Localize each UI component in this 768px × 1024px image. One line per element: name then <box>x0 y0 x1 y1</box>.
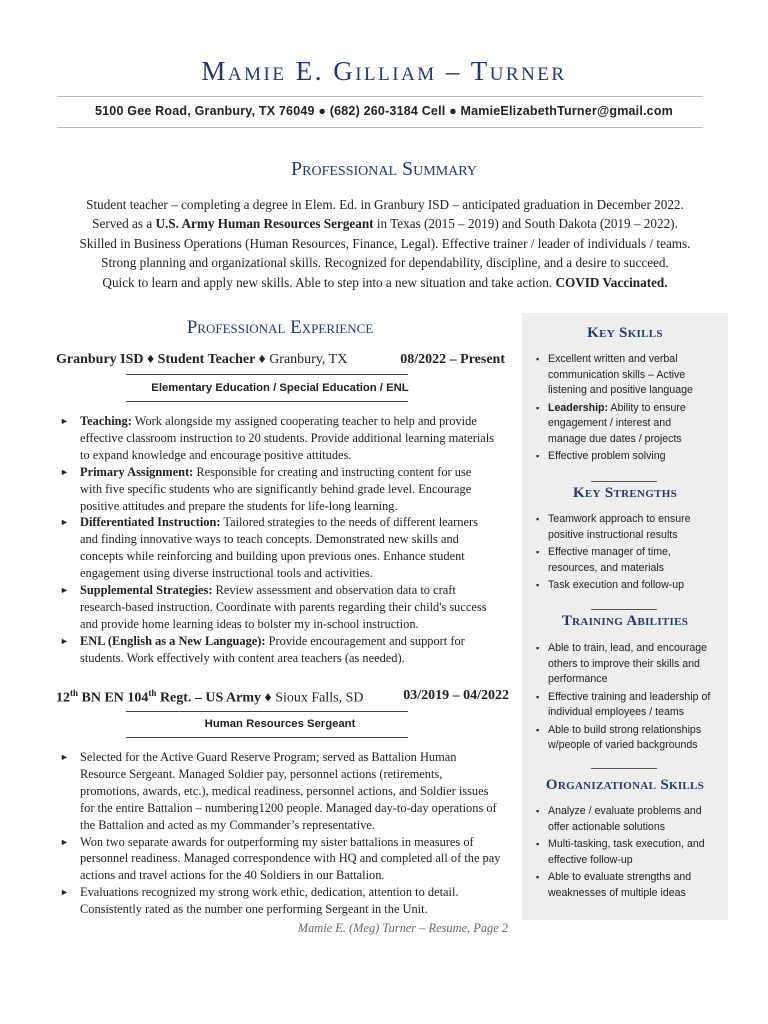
list-item <box>522 723 712 754</box>
summary-block <box>40 195 730 292</box>
job2-ordinal: th <box>70 688 79 698</box>
job2-unit: BN EN 104 <box>78 690 149 706</box>
summary-line: Student teacher – completing a degree in Elem. Ed. in Granbury ISD – anticipated graduation in December 2022. <box>86 197 684 212</box>
bullet-text: Teamwork approach to ensure positive instructional results <box>548 513 691 541</box>
square-bullet-icon: ▪ <box>536 402 540 413</box>
job1-dates: 08/2022 – Present <box>400 352 505 367</box>
bullet-text: Ability to ensure engagement / interest and manage due dates / projects <box>548 401 686 445</box>
job2-bullets <box>56 749 504 918</box>
list-item <box>56 749 504 834</box>
bullet-label: ENL (English as a New Language): <box>80 633 266 648</box>
bullet-text: Analyze / evaluate problems and offer actionable solutions <box>548 805 702 833</box>
arrow-bullet-icon: ► <box>60 585 69 596</box>
list-item <box>522 449 712 465</box>
list-item <box>56 514 496 582</box>
organizational-skills-title: Organizational Skills <box>545 777 705 793</box>
arrow-bullet-icon: ► <box>60 635 69 646</box>
square-bullet-icon: ▪ <box>536 839 540 849</box>
bullet-label: Supplemental Strategies: <box>80 583 213 598</box>
summary-title: Professional Summary <box>291 158 477 180</box>
bullet-text: Effective manager of time, resources, and materials <box>548 546 671 574</box>
job2-header <box>56 688 364 707</box>
candidate-name: Mamie E. Gilliam – Turner <box>201 56 567 86</box>
list-item <box>522 690 712 721</box>
square-bullet-icon: ▪ <box>536 691 540 702</box>
square-bullet-icon: ▪ <box>536 580 540 590</box>
square-bullet-icon: ▪ <box>536 514 540 524</box>
bullet-text: Able to build strong relationships w/people of varied backgrounds <box>548 723 702 751</box>
summary-line: Skilled in Business Operations (Human Resources, Finance, Legal). Effective trainer / leader of individuals / teams. <box>79 235 691 251</box>
list-item <box>522 578 712 594</box>
square-bullet-icon: ▪ <box>536 872 540 882</box>
list-item <box>522 641 712 688</box>
job1-location: Granbury, TX <box>265 352 348 367</box>
arrow-bullet-icon: ► <box>60 887 69 898</box>
bullet-text: Excellent written and verbal communication skills – Active listening and positive language <box>548 353 693 396</box>
bullet-text: Work alongside my assigned cooperating teacher to help and provide effective classroom instruction to 20 students. Provide additional learning materials to expand knowledge and encourage positive attitudes. <box>80 414 495 462</box>
key-skills-list <box>522 352 712 467</box>
job1-header <box>56 352 347 368</box>
arrow-bullet-icon: ► <box>60 466 69 477</box>
bullet-text: Provide encouragement and support for students. Work effectively with content area teachers (as needed). <box>80 633 465 665</box>
header-top-divider <box>58 96 702 97</box>
list-item <box>56 834 504 885</box>
bullet-text: Task execution and follow-up <box>548 579 685 591</box>
contact-line: 5100 Gee Road, Granbury, TX 76049 ● (682) 260-3184 Cell ● MamieElizabethTurner@gmail.com <box>95 104 673 118</box>
job2-ordinal: th <box>148 688 157 698</box>
list-item <box>56 582 496 633</box>
list-item <box>522 352 712 399</box>
key-strengths-list <box>522 512 712 596</box>
list-item <box>56 464 496 515</box>
summary-line: Strong planning and organizational skills. Recognized for dependability, discipline, and a desire to succeed. <box>101 255 669 271</box>
summary-highlight: COVID Vaccinated. <box>555 274 668 290</box>
bullet-text: Able to train, lead, and encourage others to improve their skills and performance <box>548 642 708 685</box>
job2-role: Human Resources Sergeant <box>204 718 356 730</box>
bullet-text: Tailored strategies to the needs of different learners and finding innovative ways to teach concepts. Demonstrated new skills and concepts while reinforcing and building upon previous ones. Enhance student engagement using diverse instructional tools and activities. <box>80 515 478 581</box>
job2-unit-number: 12 <box>56 690 70 706</box>
bullet-label: Primary Assignment: <box>80 464 194 479</box>
bullet-text: Review assessment and observation data to craft research-based instruction. Coordinate with parents regarding their child's success and provide home learning ideas to bolster my in-school instruction. <box>80 583 487 631</box>
sidebar-divider <box>591 609 657 610</box>
job2-dates: 03/2019 – 04/2022 <box>403 688 509 703</box>
key-strengths-title: Key Strengths <box>572 485 678 501</box>
job1-bullets <box>56 413 496 667</box>
arrow-bullet-icon: ► <box>60 517 69 528</box>
bullet-label: Differentiated Instruction: <box>80 515 221 530</box>
key-skills-title: Key Skills <box>587 325 663 341</box>
training-abilities-title: Training Abilities <box>561 613 689 629</box>
bullet-text: Responsible for creating and instructing content for use with five specific students who are significantly behind grade level. Encourage positive attitudes and prepare the students for life-long learning. <box>80 464 472 513</box>
arrow-bullet-icon: ► <box>60 752 69 762</box>
list-item <box>56 884 504 918</box>
square-bullet-icon: ▪ <box>536 354 540 364</box>
bullet-text: Effective problem solving <box>548 450 666 462</box>
experience-title: Professional Experience <box>186 317 374 338</box>
bullet-label: Teaching: <box>80 414 132 428</box>
list-item <box>522 870 712 901</box>
bullet-text: Multi-tasking, task execution, and effective follow-up <box>548 838 705 866</box>
bullet-text: Won two separate awards for outperforming my sister battalions in measures of personnel readiness. Managed correspondence with HQ and completed all of the pay actions and travel actions for the 40 Soldiers in our Battalion. <box>80 834 501 883</box>
summary-text: Served as a <box>92 216 156 232</box>
job1-bottom-rule <box>126 401 408 402</box>
square-bullet-icon: ▪ <box>536 547 540 557</box>
training-abilities-list <box>522 641 712 756</box>
square-bullet-icon: ▪ <box>536 451 540 461</box>
summary-line <box>40 273 730 292</box>
summary-line <box>40 214 730 233</box>
sidebar-panel <box>522 313 728 920</box>
page-footer: Mamie E. (Meg) Turner – Resume, Page 2 <box>297 921 508 935</box>
arrow-bullet-icon: ► <box>60 836 69 847</box>
list-item <box>522 837 712 868</box>
header-bottom-divider <box>58 127 702 128</box>
list-item <box>522 512 712 543</box>
sidebar-divider <box>591 481 657 482</box>
job2-top-rule <box>126 711 408 712</box>
square-bullet-icon: ▪ <box>536 806 540 816</box>
organizational-skills-list <box>522 804 712 903</box>
bullet-text: Able to evaluate strengths and weaknesses of multiple ideas <box>548 871 692 899</box>
square-bullet-icon: ▪ <box>536 643 540 653</box>
list-item <box>522 545 712 576</box>
bullet-text: Selected for the Active Guard Reserve Program; served as Battalion Human Resource Sergeant. Managed Soldier pay, personnel actions (retirements, promotions, awards, etc.), medical readiness, personnel actions, and Soldier issues for the entire Battalion – numbering1200 people. Managed day-to-day operations of the Battalion and acted as my Commander’s representative. <box>80 750 497 832</box>
list-item <box>56 633 496 667</box>
sidebar-divider <box>591 768 657 769</box>
job1-org: Granbury ISD ♦ Student Teacher ♦ <box>56 352 266 367</box>
summary-text: in Texas (2015 – 2019) and South Dakota (2019 – 2022). <box>373 216 678 232</box>
summary-highlight: U.S. Army Human Resources Sergeant <box>155 216 374 232</box>
job2-bottom-rule <box>126 737 408 738</box>
job2-org: Regt. – US Army ♦ <box>156 690 272 706</box>
bullet-text: Evaluations recognized my strong work ethic, dedication, attention to detail. Consistently rated as the number one performing Sergeant in the Unit. <box>80 885 459 917</box>
square-bullet-icon: ▪ <box>536 724 540 735</box>
list-item <box>522 401 712 448</box>
bullet-label: Leadership: <box>548 401 609 414</box>
job1-top-rule <box>126 374 408 375</box>
arrow-bullet-icon: ► <box>60 416 69 426</box>
job1-role: Elementary Education / Special Education / ENL <box>151 382 409 394</box>
bullet-text: Effective training and leadership of individual employees / teams <box>548 690 711 718</box>
list-item <box>56 413 496 464</box>
job2-location: Sioux Falls, SD <box>271 690 364 706</box>
list-item <box>522 804 712 835</box>
summary-text: Quick to learn and apply new skills. Able to step into a new situation and take action. <box>102 274 556 290</box>
